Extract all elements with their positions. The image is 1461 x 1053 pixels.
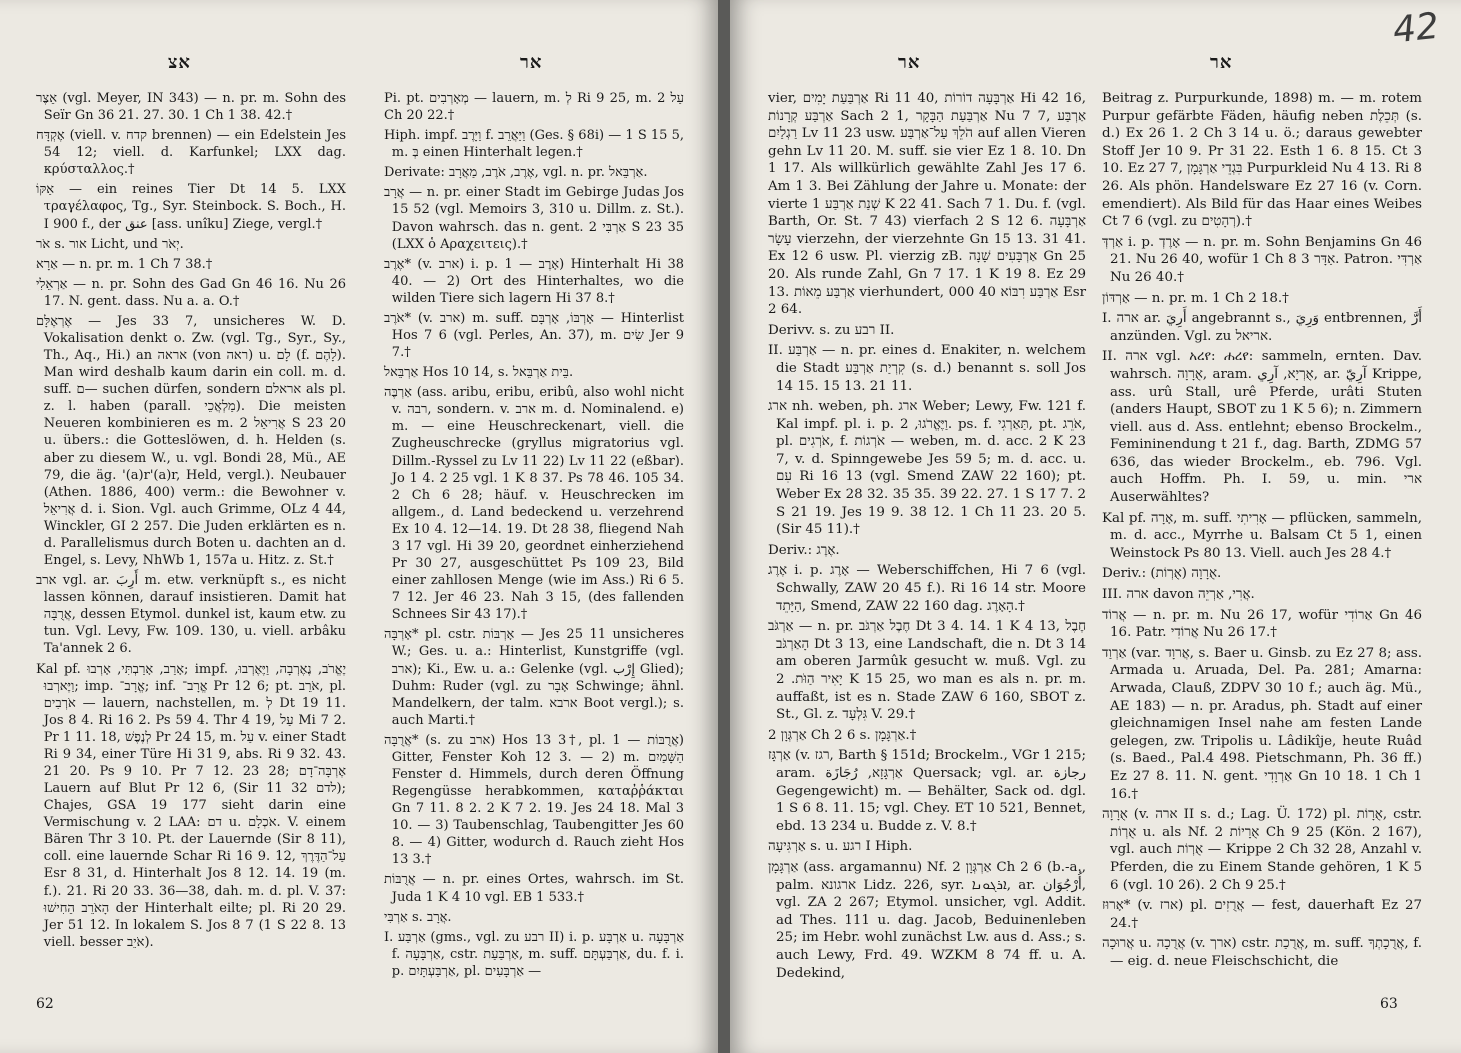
dictionary-entry: אַרְאֵלִי — n. pr. Sohn des Gad Gn 46 16. Nu 26 17. N. gent. dass. Nu a. a. O.† [36,276,346,309]
left-column-1 [36,90,346,954]
dictionary-entry: אֶרֶג i. p. אָרֶג — Weberschiffchen, Hi 7 6 (vgl. Schwally, ZAW 20 45 f.). Ri 16 14 str. Moore הַיָּתֵד, Smend, ZAW 22 160 dag. הָאָרֶג.† [768,563,1086,614]
right-column-1 [768,90,1086,985]
handwritten-page-mark: 42 [1391,5,1442,52]
dictionary-entry: אֵצֶר (vgl. Meyer, IN 343) — n. pr. m. Sohn des Seïr Gn 36 21. 27. 30. 1 Ch 1 38. 42.† [36,91,346,124]
dictionary-entry: Kal pf. אָרָה, m. suff. אָרִיתִי — pflücken, sammeln, m. d. acc., Myrrhe u. Balsam Ct 5 1, einen Weinstock Ps 80 13. Viell. auch Jes 28 4.† [1102,510,1422,561]
dictionary-entry: ארב vgl. ar. أَرِبَ m. etw. verknüpft s., es nicht lassen können, darauf insistieren. Damit hat אֲרֻבָּה, dessen Etymol. dunkel ist, kaum etw. zu tun. Vgl. Levy, Fw. 109. 130, u. viell. arbâku Ta'annek 2 6. [36,573,346,657]
dictionary-entry: אֶרְאֶלָּם — Jes 33 7, unsicheres W. D. Vokalisation denkt o. Zw. (vgl. Tg., Syr., Sy., Th., Aq., Hi.) an אראה (von ראה) u. לָם (f. לָהֶם). Man wird deshalb kaum darin ein coll. m. d. suff. ם— suchen dürfen, sondern אראלם als pl. z. l. haben (parall. מַלְאֲכֵי). Die meisten Neueren kombinieren es m. אֲרִיאֵל 2 S 23 20 u. übers.: die Gotteslöwen, d. h. Helden (s. aber zu diesem W., u. vgl. Bondi 28, Mü., AE 79, die äg. '(a)r'(a)r, Held, vergl.). Neubauer (Athen. 1886, 400) verm.: die Bewohner v. אֲרִיאֵל d. i. Sion. Vgl. auch Grimme, OLz 4 44, Winckler, GI 2 257. Die Juden erklärten es n. d. Parallelismus durch Boten u. dachten an d. Engel, s. Levy, NhWb 1, 157a u. Hitz. z. St.† [36,313,346,569]
dictionary-entry: Deriv.: אֶרֶג. [768,542,840,558]
dictionary-entry: אֹר s. אור Licht, und יְאֹר. [36,236,184,252]
dictionary-entry: אֲרֻבָּה* (s. zu ארב) Hos 13 3†, pl. אֲרֻבּוֹת — 1) Gitter, Fenster Koh 12 3. — 2) m. הַשָּׁמַיִם Fenster d. Himmels, durch deren Öffnung Regengüsse herabkommen, καταῤῥάκται Gn 7 11. 8 2. 2 K 7 2. 19. Jes 24 18. Mal 3 10. — 3) Taubenschlag, Taubengitter Jes 60 8. — 4) Gitter, wodurch d. Rauch zieht Hos 13 3.† [384,732,684,868]
dictionary-entry: ארג nh. weben, ph. ארג Weber; Lewy, Fw. 121 f. Kal impf. pl. i. p. וַיֶּאֱרֹגוּ, 2. ps. f. תַּאַרְגִי, pt. אֹרֵג, pl. אֹרְגִים, f. אֹרְגוֹת — weben, m. d. acc. 2 K 23 7, v. d. Spinngewebe Jes 59 5; m. d. acc. u. עִם Ri 16 13 (vgl. Smend ZAW 22 160); pt. Weber Ex 28 32. 35 35. 39 22. 27. 1 S 17 7. 2 S 21 19. Jes 19 9. 38 12. 1 Ch 11 23. 20 5. (Sir 45 11).† [768,399,1087,538]
dictionary-entry: Hiph. impf. וַיָּרֶב f. וַיַּאֲרֵב (Ges. § 68i) — 1 S 15 5, m. בְּ einen Hinterhalt legen.† [384,128,685,161]
dictionary-entry: אָרוּז* (v. ארז) pl. אֲרֻזִים — fest, dauerhaft Ez 27 24.† [1102,898,1422,931]
book-gutter [718,0,730,1053]
dictionary-entry: אֲרוֹד — n. pr. m. Nu 26 17, wofür אַרוֹדִי Gn 46 16. Patr. אֲרוֹדִי Nu 26 17.† [1102,607,1422,641]
dictionary-entry: אַרְגָּז (v. רגז, Barth § 151d; Brockelm., VGr 1 215; aram. אַרְגָּזָא, رُجَازَة Quersack; vgl. ar. رجازة Gegengewicht) m. — Behälter, Sack od. dgl. 1 S 6 8. 11. 15; vgl. Chey. ET 10 521, Bennet, ebd. 13 234 u. Budde z. V. 8.† [768,748,1087,834]
dictionary-entry: אֶרֶב* (v. ארב) i. p. אָרֶב — 1) Hinterhalt Hi 38 40. — 2) Ort des Hinterhaltes, wo die wilden Tiere sich lagern Hi 37 8.† [384,256,684,306]
dictionary-entry: II. ארה vgl. አረየ: ሐረየ: sammeln, ernten. Dav. wahrsch. אֻרָוָה, aram. אֻרְיָא, آرِي, ar. آرِيّ Krippe, ass. urû Stall, urê Pferde, urâti Stuten (anders Haupt, SBOT zu 1 K 5 6); n. Zimmern viell. aus d. Ass. entlehnt; ebenso Brockelm., Femininendung t 21 f., dag. Barth, ZDMG 57 636, das wieder Brockelm., eb. 796. Vgl. auch Hoffm. Ph. I. 59, u. min. ארי Auserwähltes? [1102,349,1422,506]
right-page-number: 63 [1380,996,1398,1012]
dictionary-entry: I. ארה ar. أَرِيَ angebrannt s., وَرِيَ entbrennen, أَرَّ anzünden. Vgl. zu אריאל. [1102,311,1422,344]
dictionary-entry: אַרְגֹּב — n. pr. חֶבֶל אַרְגֹּב Dt 3 4. 14. 1 K 4 13, חֶבֶל הָאַרְגֹּב Dt 3 13, eine Landschaft, die n. Dt 3 14 am oberen Jarmûk gesucht w. muß. Vgl. zu יָאִיר הַוֺּת. 2 K 15 25, wo man es als n. pr. m. auffaßt, ist es n. Stade ZAW 6 160, SBOT z. St., Gl. z. גִּלְעָד V. 29.† [768,619,1087,723]
dictionary-entry: אֲרָב — n. pr. einer Stadt im Gebirge Judas Jos 15 52 (vgl. Memoirs 3, 310 u. Dillm. z. St.). Davon wahrsch. das n. gent. אַרְבִּי 2 S 23 35 (LXX ὁ Αραχειτεις).† [384,185,685,252]
dictionary-entry: אַרְבִּי s. אֲרָב. [384,909,452,925]
left-header-right: אר [520,52,543,73]
left-page [0,0,718,1053]
left-column-2 [384,90,684,983]
dictionary-entry: אַרְוַד (var. אֲרוָד, s. Baer u. Ginsb. zu Ez 27 8; ass. Armada u. Aruada, Del. Pa. 281; Amarna: Arwada, Clauß, ZDPV 30 10 f.; auch äg. Mü., AE 183) — n. pr. Aradus, ph. Stadt auf einer gleichnamigen Insel nahe am festen Lande gelegen, zw. Tripolis u. Lâdikîje, heute Ruâd (s. Baed., Pal.4 498. Pietschmann, Ph. 36 ff.) Ez 27 8. 11. N. gent. אַרְוָדִי Gn 10 18. 1 Ch 1 16.† [1102,645,1422,802]
dictionary-entry: אַרְדּוֹן — n. pr. m. 1 Ch 2 18.† [1102,290,1289,306]
dictionary-entry: אַרְבֵּאל Hos 10 14, s. בֵּית אַרְבֵּאל. [384,365,574,381]
dictionary-entry: II. אַרְבַּע — n. pr. eines d. Enakiter, n. welchem die Stadt קִרְיַת אַרְבַּע (s. d.) benannt s. soll Jos 14 15. 15 13. 21 11. [768,343,1086,394]
dictionary-entry: אֲרוּכָה u. אֲרֻכָה (v. ארך) cstr. אֲרֻכַת, m. suff. אֲרֻכָתְךָ, f. — eig. d. neue Fleischschicht, die [1102,936,1422,969]
dictionary-entry: אַרְגִּיעָה s. u. רגע I Hiph. [768,839,913,855]
dictionary-entry: I. אַרְבַּע (gms., vgl. zu רבע II) i. p. אַרְבָּע u. אַרְבָּעָה f. אַרְבָּעָה, cstr. אַרְבַּעַת, m. suff. אַרְבַּעְתָּם, du. f. i. p. אַרְבַּעְתָּיִם, pl. אַרְבָּעִים — [384,929,684,979]
dictionary-entry: vier, אַרְבַּעַת יָמִים Ri 11 40, אַרְבָּעָה דוֹרוֹת Hi 42 16, אַרְבַּע קְרָנוֹת Sach 2 1, אַרְבַּעַת הַבָּקָר Nu 7 7, אַרְבַּע רַגְלַיִם Lv 11 23 usw. הֹלֵךְ עַל־אַרְבַּע auf allen Vieren gehn Lv 11 20. M. suff. sie vier Ez 1 8. 10. Dn 1 17. Als willkürlich gewählte Zahl Jes 17 6. Am 1 3. Bei Zählung der Jahre u. Monate: der vierte שְׁנַת אַרְבַּע 1 K 22 41. Sach 7 1. Du. f. (vgl. Barth, Or. St. 7 43) vierfach 2 S 12 6. אַרְבָּעָה עָשָׂר vierzehn, der vierzehnte Gn 15 13. 31 41. Ex 12 6 usw. Pl. vierzig zB. אַרְבָּעִים שָׁנָה Gn 25 20. Als runde Zahl, Gn 7 17. 1 K 19 8. Ez 29 13. אַרְבַּע מֵאוֹת vierhundert, אַרְבַּע רִבּוֹא 40 000 Esr 2 64. [768,91,1087,318]
dictionary-entry: אַקּוֹ — ein reines Tier Dt 14 5. LXX τραγέλαφος, Tg., Syr. Steinbock. S. Boch., H. I 900 f., der عنق [ass. unîku] Ziege, vergl.† [36,182,346,232]
right-column-2 [1102,90,1422,974]
right-header-right: אר [1210,52,1233,73]
dictionary-entry: Pi. pt. מְאָרְבִים — lauern, m. לְ Ri 9 25, m. עַל 2 Ch 20 22.† [384,91,684,124]
dictionary-entry: אַרְגְּוָן 2 Ch 2 6 s. אַרְגָּמָן.† [768,727,917,743]
dictionary-entry: Deriv.: (אֻרְוֹת) אֻרָוָה. [1102,566,1222,582]
right-header-left: אר [898,52,921,73]
dictionary-entry: אַרָא — n. pr. m. 1 Ch 7 38.† [36,256,213,272]
dictionary-entry: אַרְבֶּה (ass. aribu, eribu, eribû, also wohl nicht v. רבה, sondern. v. ארב m. d. Nominalend. e) m. — eine Heuschreckenart, viell. die Zugheuschrecke (gryllus migratorius vgl. Dillm.-Ryssel zu Lv 11 22) Lv 11 22 (eßbar). Jo 1 4. 2 25 vgl. 1 K 8 37. Ps 78 46. 105 34. 2 Ch 6 28; häuf. v. Heuschrecken im allgem., d. Land bedeckend u. verzehrend Ex 10 4. 12—14. 19. Dt 28 38, fliegend Nah 3 17 vgl. Hi 39 20, geordnet einherziehend Pr 30 27, ausgeschüttet Ps 109 23, Bild einer zahllosen Menge (wie im Ass.) Ri 6 5. 7 12. Jer 46 23. Nah 3 15, (des fallenden Schnees Sir 43 17).† [384,385,684,623]
dictionary-entry: Beitrag z. Purpurkunde, 1898) m. — m. rotem Purpur gefärbte Fäden, häufig neben תְּכֵלֶת (s. d.) Ex 26 1. 2 Ch 3 14 u. ö.; daraus gewebter Stoff Jer 10 9. Pr 31 22. Esth 1 6. 8 15. Ct 3 10. Ez 27 7, בִּגְדֵי אַרְגָּמָן Purpurkleid Nu 4 13. Ri 8 26. Als phön. Handelsware Ez 27 16 (v. Corn. emendiert). Als Bild für das Haar eines Weibes Ct 7 6 (vgl. zu רְהָטִים).† [1102,91,1423,230]
left-page-number: 62 [36,996,54,1012]
dictionary-entry: אַרְגָּמָן (ass. argamannu) Nf. אַרְגְּוָן 2 Ch 2 6 (b.-a., palm. ארגונא Lidz. 226, syr. ܐܪܓܘܢܐ, ar. أُرْجُوَان, vgl. ZA 2 267; Etymol. unsicher, vgl. Addit. ad Thes. 111 u. dag. Jacob, Beduinenleben 25; im Hebr. wohl zunächst Lw. aus d. Ass.; s. auch Lewy, Frd. 49. WZKM 8 74 ff. u. A. Dedekind, [768,859,1086,981]
dictionary-entry: Derivv. s. zu רבע II. [768,322,895,338]
left-header-left: אצ [168,52,191,73]
dictionary-entry: Kal pf. אָרַב, אָרַבְתִּי, אָרְבוּ; impf. יֶאֱרֹב, נֶאֶרְבָה, וַיֶּאֶרְבוּ, וַיֶּארְבוּ; imp. אֱרָב־; inf. אֱרָב־ Pr 12 6; pt. אֹרֵב, pl. אֹרְבִים — lauern, nachstellen, m. לְ Dt 19 11. Jos 8 4. Ri 16 2. Ps 59 4. Thr 4 19, עַל Mi 7 2. Pr 1 11. 18, לְנֶפֶשׁ Pr 24 15, m. עַל v. einer Stadt Ri 9 34, einer Türe Hi 31 9, abs. Ri 9 32. 43. 21 20. Ps 9 10. Pr 7 12. 23 28; אֶרְבָּה־דָם Lauern auf Blut Pr 12 6, (Sir 11 32 לדם); Chajes, GSA 19 177 sieht darin eine Vermischung v. 2 LAA: דם u. אֹכְלָם. V. einem Bären Thr 3 10. Pt. der Lauernde (Sir 8 11), coll. eine lauernde Schar Ri 16 9. 12, עַל־הַדֶּרֶךְ Esr 8 31, d. Hinterhalt Jos 8 12. 14. 19 (m. f.). 21. Ri 20 33. 36—38, dah. m. d. pl. V. 37: הָאֹרֵב הֵחִישׁוּ der Hinterhalt eilte; pl. Ri 20 29. Jer 51 12. In lokalem S. Jos 8 7 (1 S 22 8. 13 viell. besser אֹיֵב). [36,661,347,950]
dictionary-entry: אָרְבָּה* pl. cstr. אָרְבּוֹת — Jes 25 11 unsicheres W.; Ges. u. a.: Hinterlist, Kunstgriffe (vgl. ארב); Ki., Ew. u. a.: Gelenke (vgl. إِرْب Glied); Duhm: Ruder (vgl. zu אָבָר Schwinge; ähnl. Mandelkern, der talm. ארבא Boot vergl.); s. auch Marti.† [384,627,684,728]
dictionary-entry: אֲרֻבּוֹת — n. pr. eines Ortes, wahrsch. im St. Juda 1 K 4 10 vgl. EB 1 533.† [384,872,684,905]
right-page [730,0,1461,1053]
dictionary-entry: אַרְדְּ i. p. אָרֶדְ — n. pr. m. Sohn Benjamins Gn 46 21. Nu 26 40, wofür 1 Ch 8 3 אַדָּר. Patron. אַרְדִּי Nu 26 40.† [1102,234,1422,285]
dictionary-entry: אֹרֶב* (v. ארב) m. suff. אָרְבּוֹ, אָרְבָּם — Hinterlist Hos 7 6 (vgl. Perles, An. 37), m. שִׂים Jer 9 7.† [384,310,685,361]
dictionary-entry: אֻרָוָה (v. ארה II s. d.; Lag. Ü. 172) pl. אֻרָוֹת, cstr. אֻרְוֹת u. als Nf. אֻרָיוֹת 2 Ch 9 25 (Kön. 2 167), vgl. auch אֻרְוֹת — Krippe 2 Ch 32 28, Anzahl v. Pferden, die zu Einem Stande gehören, 1 K 5 6 (vgl. 10 26). 2 Ch 9 25.† [1102,807,1423,893]
dictionary-entry: Derivate: אֶרֶב, אֹרֶב, מַאֲרָב, vgl. n. pr. אַרְבֵּאל. [384,165,648,181]
dictionary-entry: אֶקְדָּח (viell. v. קדח brennen) — ein Edelstein Jes 54 12; viell. d. Karfunkel; LXX dag. κρύσταλλος.† [36,128,347,178]
dictionary-entry: III. ארה davon אֲרִי, אַרְיֵה. [1102,587,1255,603]
